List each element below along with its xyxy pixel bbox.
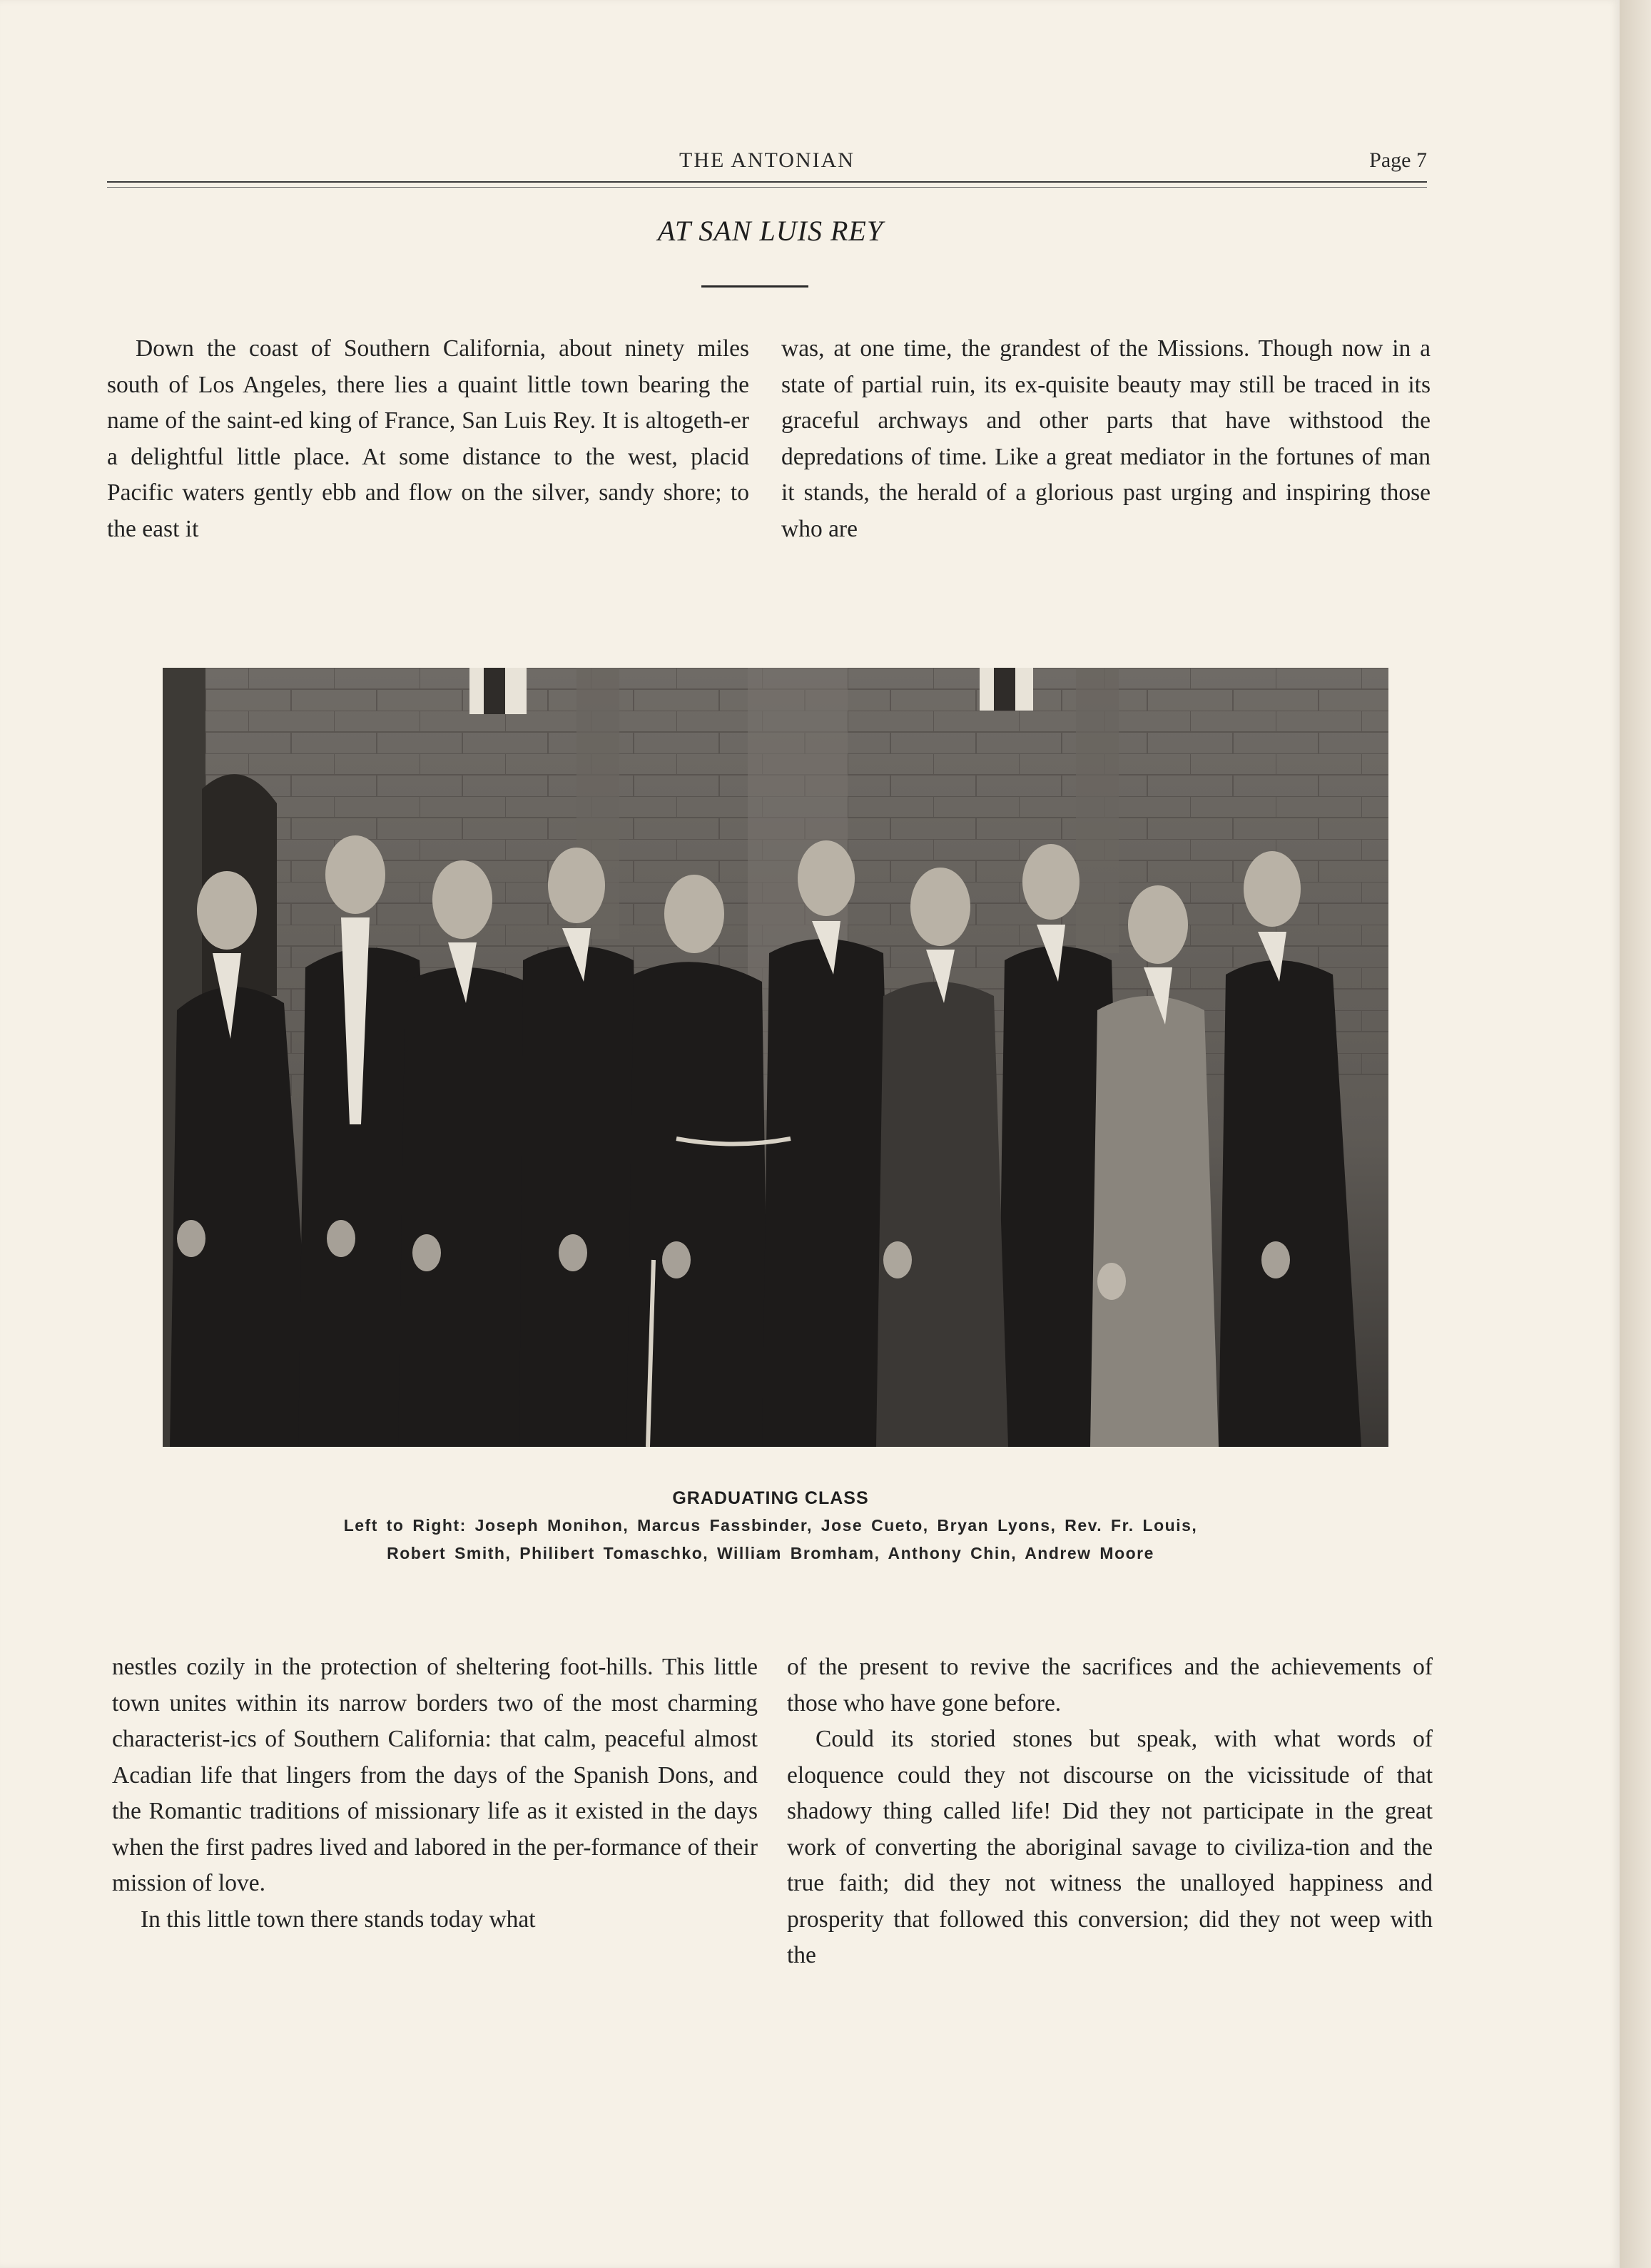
column-bottom-right bbox=[787, 1649, 1433, 1974]
paragraph: Could its storied stones but speak, with what words of eloquence could they not discourse on the vicissitude of that shadowy thing called life! Did they not participate in the great work of converting the aboriginal savage to civiliza-tion and the true faith; did they not witness the unalloyed happiness and prosperity that followed this conversion; did they not weep with the bbox=[787, 1726, 1433, 1968]
paragraph: In this little town there stands today what bbox=[141, 1906, 536, 1933]
header-rule bbox=[107, 181, 1427, 183]
header-rule-thin bbox=[107, 187, 1427, 188]
photo-caption-names: Robert Smith, Philibert Tomaschko, William Bromham, Anthony Chin, Andrew Moore bbox=[387, 1544, 1154, 1562]
page-number: Page 7 bbox=[1369, 148, 1427, 172]
page-edge bbox=[1620, 0, 1651, 2268]
paragraph: of the present to revive the sacrifices and the achievements of those who have gone before. bbox=[787, 1654, 1433, 1717]
photo-caption-names: Left to Right: Joseph Monihon, Marcus Fassbinder, Jose Cueto, Bryan Lyons, Rev. Fr. Louis, bbox=[343, 1516, 1198, 1535]
column-top-right bbox=[781, 331, 1431, 547]
paragraph: was, at one time, the grandest of the Missions. Though now in a state of partial ruin, its ex-quisite beauty may still be traced in its graceful archways and other parts that have withstood the depredations of time. Like a great mediator in the fortunes of man it stands, the herald of a glorious past urging and inspiring those who are bbox=[781, 335, 1431, 542]
graduating-class-photo bbox=[163, 668, 1388, 1447]
column-top-left bbox=[107, 331, 749, 547]
column-bottom-left bbox=[112, 1649, 758, 1938]
paragraph: Down the coast of Southern California, about ninety miles south of Los Angeles, there lies a quaint little town bearing the name of the saint-ed king of France, San Luis Rey. It is altogeth-er a delightful little place. At some distance to the west, placid Pacific waters gently ebb and flow on the silver, sandy shore; to the east it bbox=[107, 335, 749, 542]
publication-title: THE ANTONIAN bbox=[679, 148, 855, 172]
article-title: AT SAN LUIS REY bbox=[657, 215, 884, 247]
running-header bbox=[107, 148, 1427, 198]
photo-caption-title: GRADUATING CLASS bbox=[672, 1488, 869, 1508]
photo-illustration bbox=[163, 668, 1388, 1447]
paragraph: nestles cozily in the protection of sheltering foot-hills. This little town unites within its narrow borders two of the most charming characterist-ics of Southern California: that calm, peaceful almost Acadian life that lingers from the days of the Spanish Dons, and the Romantic traditions of missionary life as it existed in the days when the first padres lived and labored in the per-formance of their mission of love. bbox=[112, 1654, 758, 1896]
title-divider bbox=[701, 285, 808, 288]
